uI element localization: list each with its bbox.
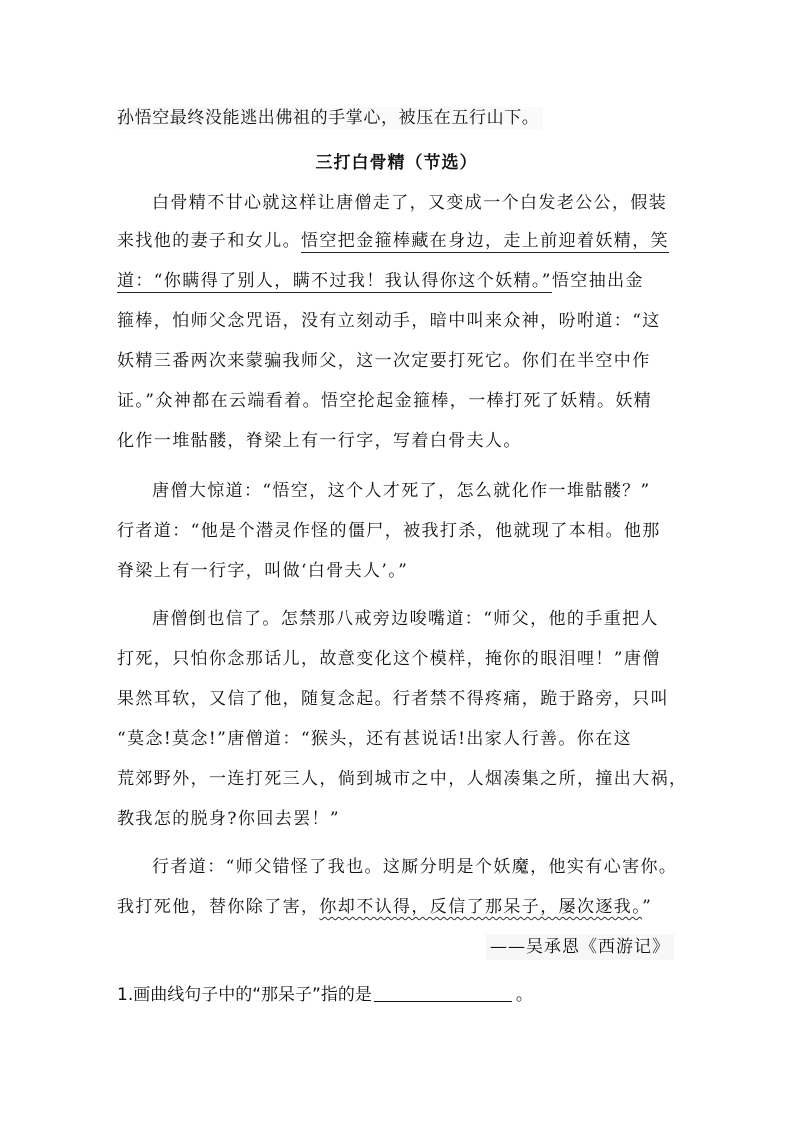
p1-line-3 [117, 270, 677, 292]
p1-line-3-plain: 悟空抽出金 [551, 271, 644, 291]
p3-line-1: 唐僧倒也信了。怎禁那八戒旁边唆嘴道：“师父，他的手重把人 [152, 609, 659, 629]
p2-line-1: 唐僧大惊道：“悟空，这个人才死了，怎么就化作一堆骷髅？” [152, 481, 651, 501]
p3-line-6: 教我怎的脱身?你回去罢！” [117, 809, 341, 829]
underlined-sentence-part-2: 道：“你瞒得了别人，瞒不过我！我认得你这个妖精。” [117, 271, 552, 291]
p2-line-2: 行者道：“他是个潜灵作怪的僵尸，被我打杀，他就现了本相。他那 [117, 521, 661, 541]
attribution: ——吴承恩《西游记》 [486, 934, 674, 960]
underlined-sentence-part-1: 悟空把金箍棒藏在身边，走上前迎着妖精，笑 [301, 231, 669, 251]
p4-line-1: 行者道：“师父错怪了我也。这厮分明是个妖魔，他实有心害你。 [152, 857, 678, 877]
passage-title: 三打白骨精（节选） [315, 153, 478, 173]
p2-line-3: 脊梁上有一行字，叫做‘白骨夫人’。” [117, 561, 409, 581]
p3-line-3: 果然耳软，又信了他，随复念起。行者禁不得疼痛，跪于路旁，只叫 [117, 689, 669, 709]
p1-line-2-plain: 来找他的妻子和女儿。 [117, 231, 301, 251]
closing-quote: ” [642, 897, 653, 917]
p3-line-4: “莫念!莫念!”唐僧道：“猴头，还有甚说话!出家人行善。你在这 [117, 729, 632, 749]
p4-line-2 [117, 896, 677, 918]
p1-line-7: 化作一堆骷髅，脊梁上有一行字，写着白骨夫人。 [117, 431, 522, 451]
p1-line-4: 箍棒，怕师父念咒语，没有立刻动手，暗中叫来众神，吩咐道：“这 [117, 311, 661, 331]
p1-line-5: 妖精三番两次来蒙骗我师父，这一次定要打死它。你们在半空中作 [117, 351, 651, 371]
question-number: 1. [117, 985, 134, 1005]
p1-line-1: 白骨精不甘心就这样让唐僧走了，又变成一个白发老公公，假装 [152, 193, 668, 213]
question-text: 画曲线句子中的“那呆子”指的是 [133, 985, 372, 1005]
answer-blank[interactable] [374, 983, 512, 1002]
question-1 [117, 983, 533, 1006]
p4-line-2-plain: 我打死他，替你除了害， [117, 897, 320, 917]
intro-line: 孙悟空最终没能逃出佛祖的手掌心，被压在五行山下。 [117, 107, 543, 129]
p3-line-5: 荒郊野外，一连打死三人，倘到城市之中，人烟凑集之所，撞出大祸， [117, 769, 688, 789]
question-end: 。 [515, 985, 533, 1005]
p3-line-2: 打死，只怕你念那话儿，故意变化这个模样，掩你的眼泪哩！”唐僧 [117, 649, 661, 669]
wavy-underlined-sentence: 你却不认得，反信了那呆子，屡次逐我。 [319, 897, 643, 917]
p1-line-6: 证。”众神都在云端看着。悟空抡起金箍棒，一棒打死了妖精。妖精 [117, 391, 653, 411]
p1-line-2 [117, 230, 677, 252]
